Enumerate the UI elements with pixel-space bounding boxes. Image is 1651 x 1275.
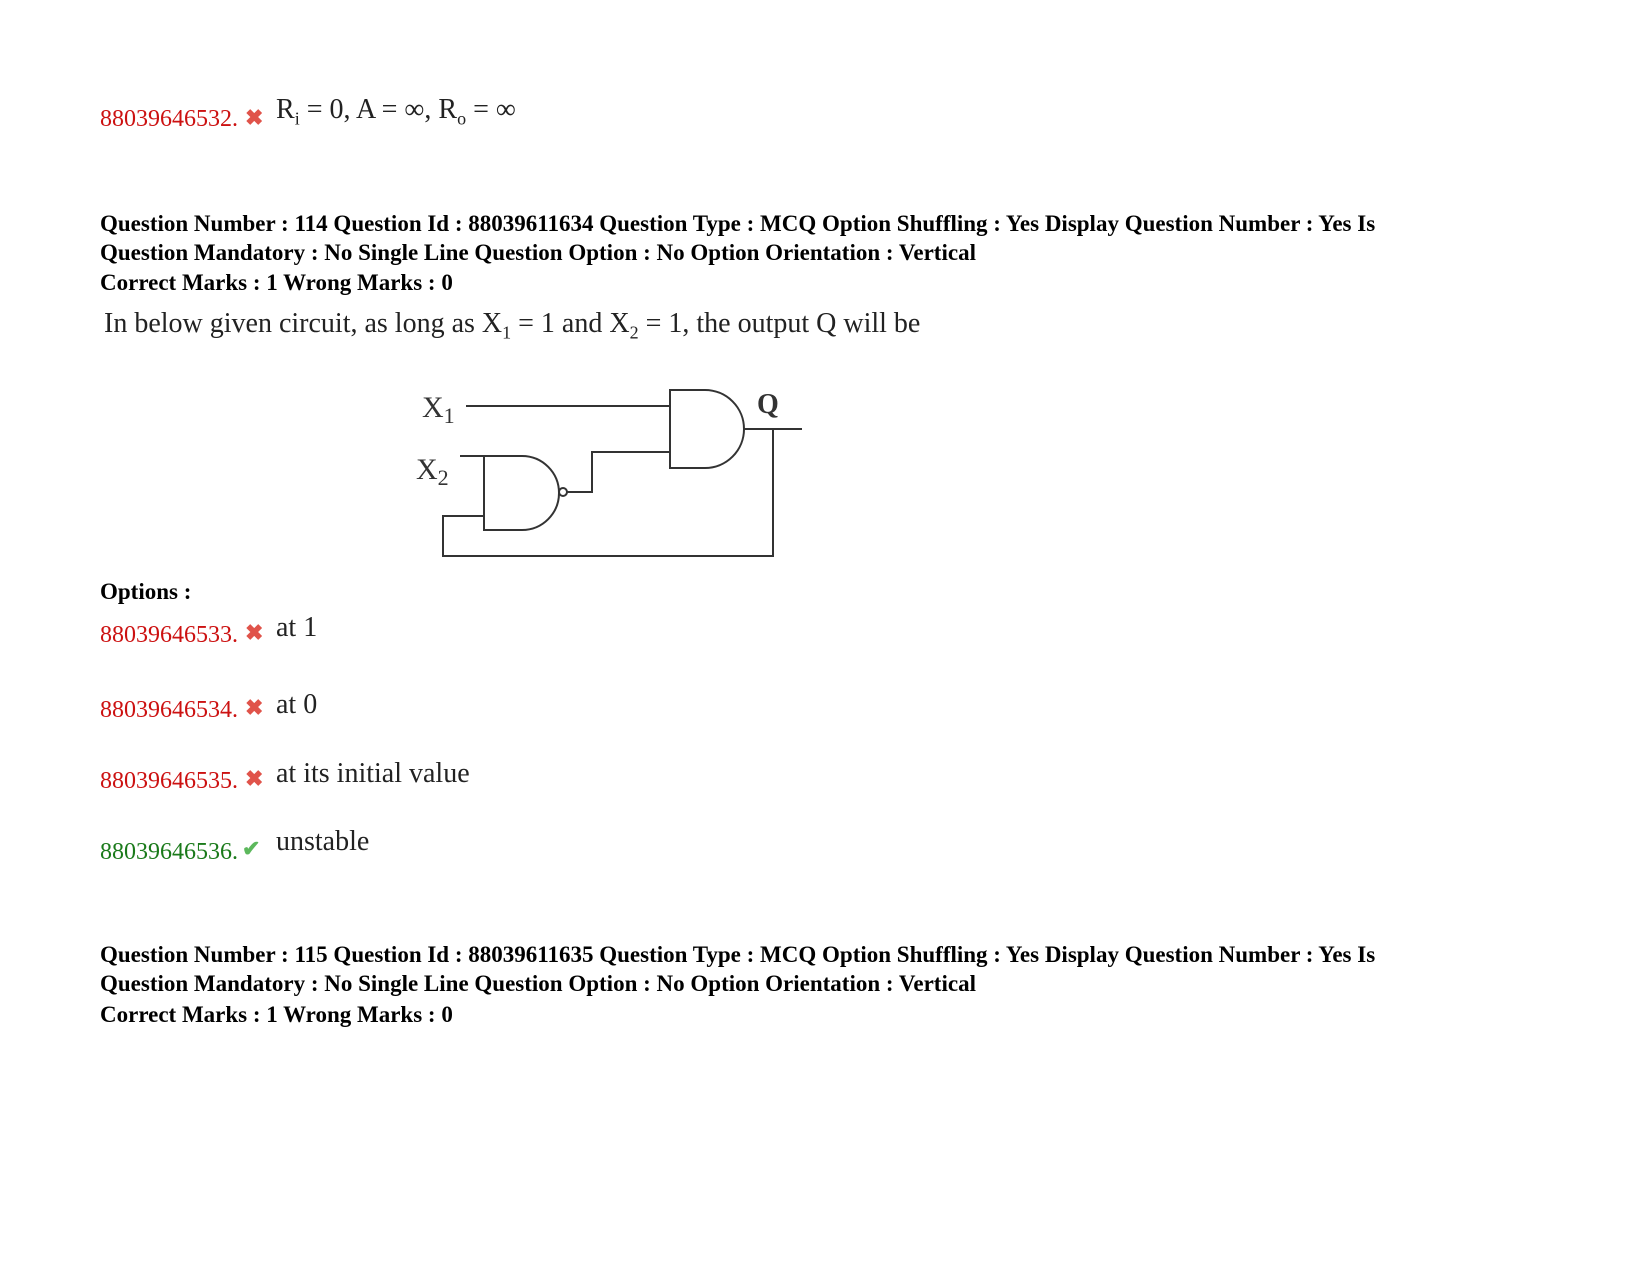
question-115-marks: Correct Marks : 1 Wrong Marks : 0 xyxy=(100,1002,453,1027)
question-115-meta xyxy=(100,940,1375,998)
option-text-2: at 0 xyxy=(276,689,318,720)
option-id: 88039646532. xyxy=(100,106,238,132)
circuit-diagram xyxy=(400,375,820,570)
feedback-wire xyxy=(443,429,773,556)
meta-line-1: Question Number : 114 Question Id : 88039611634 Question Type : MCQ Option Shuffling : Yes Display Question Number : Yes Is xyxy=(100,211,1376,236)
option-id-2: 88039646534. xyxy=(100,697,238,723)
label-q: Q xyxy=(757,389,779,420)
meta-line-1: Question Number : 115 Question Id : 88039611635 Question Type : MCQ Option Shuffling : Yes Display Question Number : Yes Is xyxy=(100,942,1376,967)
option-text-4: unstable xyxy=(276,826,370,857)
option-id-4: 88039646536. xyxy=(100,839,238,865)
check-icon: ✔ xyxy=(242,836,261,861)
cross-icon: ✖ xyxy=(245,105,264,130)
cross-icon: ✖ xyxy=(245,620,264,645)
option-text-1: at 1 xyxy=(276,612,318,643)
cross-icon: ✖ xyxy=(245,695,264,720)
nand-gate xyxy=(484,456,559,530)
meta-line-2: Question Mandatory : No Single Line Question Option : No Option Orientation : Vertical xyxy=(100,971,976,996)
option-id-1: 88039646533. xyxy=(100,622,238,648)
nand-bubble xyxy=(559,488,567,496)
and-gate xyxy=(670,390,744,468)
question-text: In below given circuit, as long as $X_1 = 1$ and $X_2 = 1$, the output Q will be xyxy=(104,308,921,343)
option-id-3: 88039646535. xyxy=(100,768,238,794)
label-x1: $X_1$ xyxy=(422,391,455,428)
meta-line-2: Question Mandatory : No Single Line Question Option : No Option Orientation : Vertical xyxy=(100,240,976,265)
options-label: Options : xyxy=(100,579,192,604)
nand-output-wire xyxy=(567,452,670,492)
label-x2: $X_2$ xyxy=(416,453,449,490)
option-formula: $R_i = 0$, A = ∞, $R_o$ = ∞ xyxy=(276,94,516,129)
question-114-meta xyxy=(100,209,1375,267)
option-row-prev xyxy=(100,106,238,133)
option-text-3: at its initial value xyxy=(276,758,470,789)
cross-icon: ✖ xyxy=(245,766,264,791)
question-114-marks: Correct Marks : 1 Wrong Marks : 0 xyxy=(100,270,453,295)
